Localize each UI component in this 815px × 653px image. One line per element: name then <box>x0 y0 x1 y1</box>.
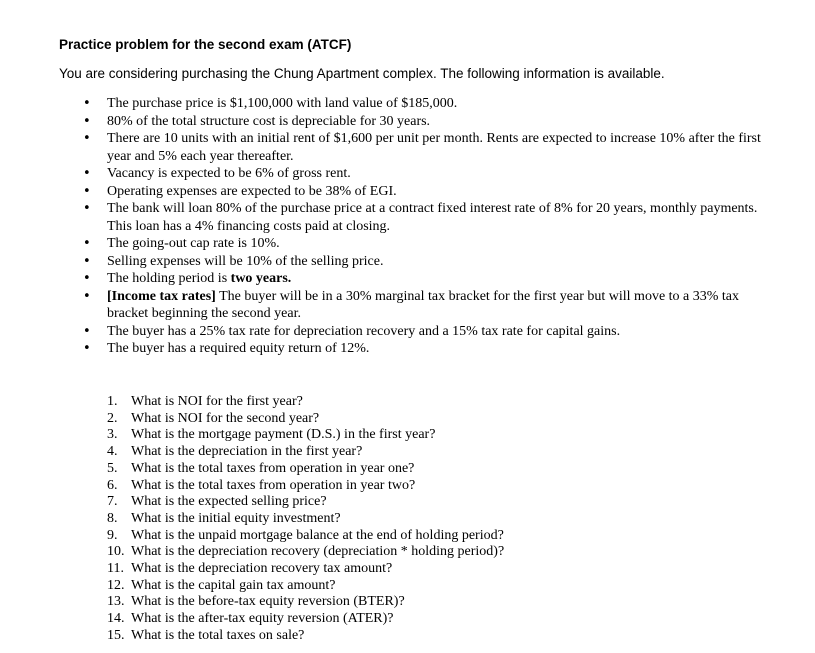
list-item: • Selling expenses will be 10% of the selling price. <box>83 253 783 271</box>
question-item: 1. What is NOI for the first year? <box>107 394 303 409</box>
list-item: • Operating expenses are expected to be 38% of EGI. <box>83 183 783 201</box>
question-item: 11. What is the depreciation recovery tax amount? <box>107 561 393 577</box>
list-item: • The holding period is two years. <box>83 270 783 288</box>
assumptions-list <box>83 95 783 358</box>
question-item: 5. What is the total taxes from operation in year one? <box>107 460 415 476</box>
list-item: • The purchase price is $1,100,000 with land value of $185,000. <box>83 95 783 113</box>
questions-list <box>107 394 757 645</box>
question-item: 13. What is the before-tax equity reversion (BTER)? <box>107 594 405 610</box>
question-item: 15. What is the total taxes on sale? <box>107 627 305 643</box>
list-item: • Vacancy is expected to be 6% of gross rent. <box>83 165 783 183</box>
question-item: 10. What is the depreciation recovery (depreciation * holding period)? <box>107 544 505 560</box>
question-item: 8. What is the initial equity investment? <box>107 510 341 526</box>
question-item: 7. What is the expected selling price? <box>107 494 327 510</box>
question-item: 4. What is the depreciation in the first year? <box>107 444 363 460</box>
list-item: • The buyer has a 25% tax rate for depreciation recovery and a 15% tax rate for capital gains. <box>83 323 783 341</box>
question-item: 9. What is the unpaid mortgage balance at the end of holding period? <box>107 527 504 543</box>
question-item: 2. What is NOI for the second year? <box>107 410 320 426</box>
list-item: • [Income tax rates] The buyer will be in a 30% marginal tax bracket for the first year but will move to a 33% tax bracket beginning the second year. <box>83 288 783 323</box>
list-item: • The going-out cap rate is 10%. <box>83 235 783 253</box>
list-item: • There are 10 units with an initial rent of $1,600 per unit per month. Rents are expected to increase 10% after the first year and 5% each year thereafter. <box>83 130 783 165</box>
list-item: • The bank will loan 80% of the purchase price at a contract fixed interest rate of 8% for 20 years, monthly payments. This loan has a 4% financing costs paid at closing. <box>83 200 783 235</box>
document-title: Practice problem for the second exam (ATCF) <box>59 37 352 52</box>
question-item: 3. What is the mortgage payment (D.S.) in the first year? <box>107 427 436 443</box>
question-item: 14. What is the after-tax equity reversion (ATER)? <box>107 611 394 627</box>
list-item: • The buyer has a required equity return of 12%. <box>83 340 783 358</box>
question-item: 12. What is the capital gain tax amount? <box>107 577 336 593</box>
question-item: 6. What is the total taxes from operation in year two? <box>107 477 416 493</box>
list-item: • 80% of the total structure cost is depreciable for 30 years. <box>83 113 783 131</box>
intro-paragraph: You are considering purchasing the Chung Apartment complex. The following information is available. <box>59 66 665 81</box>
